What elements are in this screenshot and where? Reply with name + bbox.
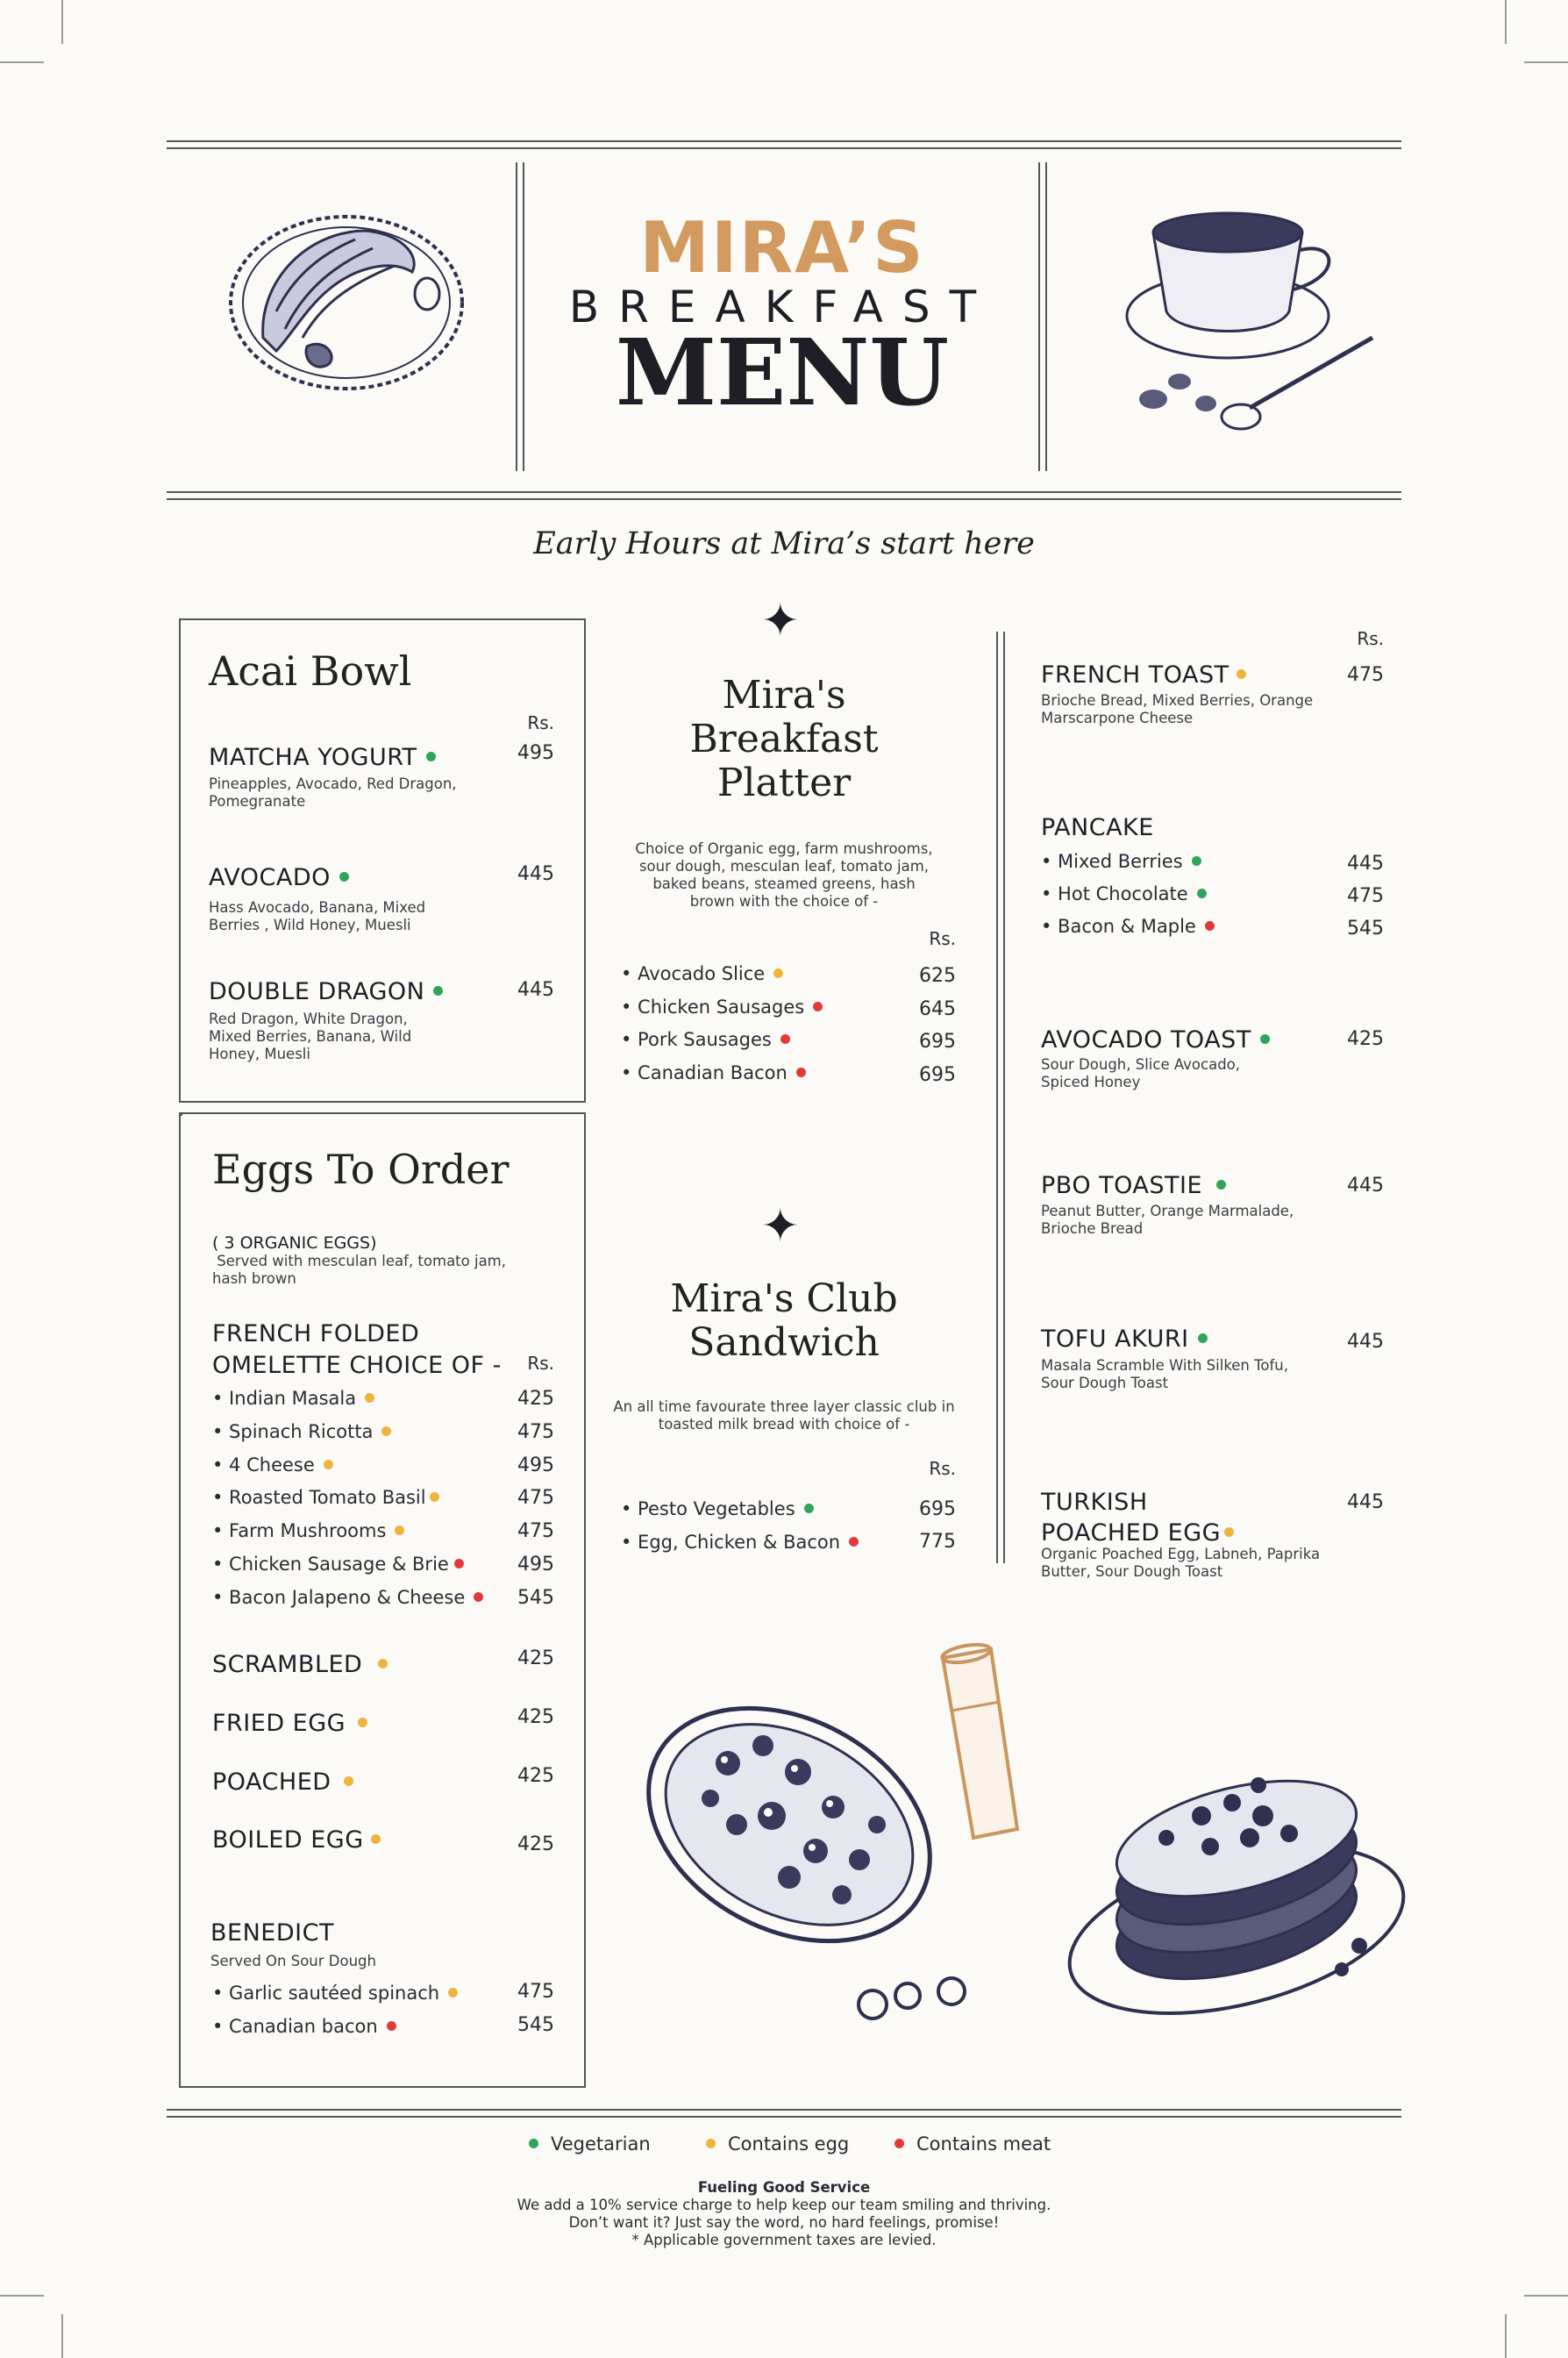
item-price: 445 [517, 979, 554, 1001]
item-price: 695 [919, 1031, 956, 1053]
meat-dot [387, 2021, 396, 2031]
veg-dot [1216, 1180, 1226, 1190]
veg-dot [1192, 856, 1201, 866]
omelette-heading: FRENCH FOLDED OMELETTE CHOICE OF - [212, 1320, 502, 1379]
egg-dot [371, 1834, 381, 1844]
egg-dot [324, 1460, 333, 1469]
item-price: 425 [517, 1833, 554, 1855]
header-divider [1045, 162, 1047, 471]
platter-option: • Avocado Slice [621, 963, 783, 984]
menu-item-turkish-poached-egg: TURKISH POACHED EGG [1041, 1487, 1234, 1548]
currency-label: Rs. [929, 928, 956, 949]
star-ornament: ✦ [761, 595, 800, 647]
item-description: Hass Avocado, Banana, Mixed Berries , Wild Honey, Muesli [209, 899, 426, 933]
header-rule [167, 147, 1401, 149]
menu-item-scrambled: SCRAMBLED [212, 1651, 388, 1678]
item-price: 545 [517, 2014, 554, 2036]
item-price: 445 [1347, 853, 1384, 875]
egg-dot [365, 1393, 374, 1403]
platter-description: Choice of Organic egg, farm mushrooms, sour dough, mesculan leaf, tomato jam, baked beans, steamed greens, hash brown with the choice of - [635, 840, 933, 910]
menu-item-matcha-yogurt: MATCHA YOGURT [209, 744, 436, 771]
item-price: 695 [919, 1064, 956, 1086]
currency-label: Rs. [1357, 628, 1384, 649]
menu-item-avocado: AVOCADO [209, 864, 349, 891]
footer-note: We add a 10% service charge to help keep our team smiling and thriving. Don’t want it? Just say the word, no hard feelings, promise! * Applicable government taxes are levied. [517, 2197, 1051, 2248]
veg-dot [433, 986, 443, 996]
item-price: 475 [517, 1520, 554, 1542]
egg-dot [344, 1776, 353, 1786]
item-price: 425 [517, 1388, 554, 1410]
legend-vegetarian: Vegetarian [529, 2133, 651, 2154]
item-price: 445 [1347, 1175, 1384, 1197]
veg-dot [804, 1504, 814, 1513]
egg-dot [381, 1426, 391, 1436]
meat-dot [454, 1559, 464, 1568]
veg-dot [1260, 1034, 1270, 1044]
item-description: Red Dragon, White Dragon, Mixed Berries, Banana, Wild Honey, Muesli [209, 1011, 412, 1062]
item-price: 495 [517, 1454, 554, 1476]
item-price: 495 [517, 742, 554, 764]
footer-rule [167, 2116, 1401, 2118]
omelette-option: • Bacon Jalapeno & Cheese [212, 1587, 483, 1608]
footer-title: Fueling Good Service [697, 2179, 871, 2196]
meat-dot [796, 1068, 806, 1077]
legend-meat: Contains meat [894, 2133, 1051, 2154]
item-description: Sour Dough, Slice Avocado, Spiced Honey [1041, 1056, 1241, 1090]
omelette-option: • Spinach Ricotta [212, 1421, 391, 1442]
egg-dot [773, 968, 783, 978]
platter-option: • Pork Sausages [621, 1029, 790, 1050]
item-description: Masala Scramble With Silken Tofu, Sour Dough Toast [1041, 1357, 1289, 1391]
coffee-cup-illustration [1118, 206, 1390, 461]
eggs-note-title: ( 3 ORGANIC EGGS) [212, 1233, 377, 1253]
platter-option: • Canadian Bacon [621, 1062, 806, 1083]
veg-dot [1197, 889, 1207, 898]
brand-title: MIRA’S [639, 207, 925, 289]
eggs-title: Eggs To Order [212, 1146, 510, 1193]
header-divider [516, 162, 517, 471]
menu-item-poached: POACHED [212, 1768, 353, 1796]
pancake-option: • Bacon & Maple [1041, 916, 1215, 937]
pancake-option: • Mixed Berries [1041, 851, 1201, 872]
omelette-option: • 4 Cheese [212, 1454, 333, 1476]
veg-dot [529, 2139, 538, 2148]
item-price: 425 [1347, 1028, 1384, 1050]
item-price: 545 [1347, 918, 1384, 940]
tagline: Early Hours at Mira’s start here [533, 526, 1035, 561]
item-price: 425 [517, 1706, 554, 1728]
item-price: 445 [1347, 1331, 1384, 1353]
header-rule [167, 491, 1401, 493]
omelette-option: • Roasted Tomato Basil [212, 1487, 439, 1508]
egg-dot [1224, 1527, 1234, 1537]
meat-dot [780, 1034, 790, 1044]
platter-title: Mira's Breakfast Platter [689, 673, 879, 805]
currency-label: Rs. [527, 712, 554, 733]
meat-dot [474, 1592, 483, 1602]
benedict-option: • Canadian bacon [212, 2016, 396, 2037]
platter-option: • Chicken Sausages [621, 997, 823, 1018]
acai-title: Acai Bowl [209, 647, 412, 695]
item-price: 495 [517, 1554, 554, 1576]
crop-mark [61, 2314, 63, 2358]
column-divider [1003, 632, 1005, 1563]
legend-egg: Contains egg [706, 2133, 849, 2154]
egg-dot [358, 1718, 367, 1727]
menu-item-tofu-akuri: TOFU AKURI [1041, 1325, 1208, 1353]
club-description: An all time favourate three layer classic club in toasted milk bread with choice of - [613, 1398, 955, 1433]
item-price: 695 [919, 1498, 956, 1520]
star-ornament: ✦ [761, 1200, 800, 1253]
crop-mark [1505, 0, 1507, 44]
omelette-option: • Indian Masala [212, 1388, 374, 1409]
crop-mark [0, 61, 44, 63]
breakfast-title: BREAKFAST [568, 282, 996, 332]
omelette-option: • Chicken Sausage & Brie [212, 1554, 464, 1575]
item-price: 475 [1347, 885, 1384, 907]
meat-dot [894, 2139, 904, 2148]
item-description: Brioche Bread, Mixed Berries, Orange Marscarpone Cheese [1041, 692, 1314, 726]
currency-label: Rs. [929, 1458, 956, 1479]
item-price: 475 [517, 1487, 554, 1509]
menu-item-avocado-toast: AVOCADO TOAST [1041, 1026, 1270, 1054]
item-price: 445 [1347, 1491, 1384, 1513]
header-rule [167, 498, 1401, 500]
benedict-heading: BENEDICT [210, 1919, 334, 1947]
item-price: 425 [517, 1765, 554, 1787]
meat-dot [1205, 921, 1215, 931]
egg-dot [706, 2139, 716, 2148]
egg-dot [378, 1659, 388, 1668]
benedict-option: • Garlic sautéed spinach [212, 1983, 458, 2004]
menu-item-fried-egg: FRIED EGG [212, 1710, 367, 1737]
veg-dot [1198, 1333, 1208, 1343]
veg-dot [339, 872, 349, 882]
benedict-note: Served On Sour Dough [210, 1953, 376, 1969]
crop-mark [1524, 2295, 1568, 2297]
item-description: Peanut Butter, Orange Marmalade, Brioche Bread [1041, 1203, 1294, 1237]
meat-dot [813, 1002, 823, 1011]
crop-mark [1505, 2314, 1507, 2358]
crop-mark [1524, 61, 1568, 63]
club-option: • Pesto Vegetables [621, 1498, 814, 1519]
menu-item-double-dragon: DOUBLE DRAGON [209, 978, 443, 1005]
item-description: Organic Poached Egg, Labneh, Paprika Butter, Sour Dough Toast [1041, 1546, 1321, 1580]
column-divider [996, 632, 998, 1563]
currency-label: Rs. [527, 1353, 554, 1374]
item-price: 445 [517, 863, 554, 885]
pancake-heading: PANCAKE [1041, 814, 1154, 841]
item-price: 775 [919, 1531, 956, 1553]
menu-item-french-toast: FRENCH TOAST [1041, 661, 1246, 689]
item-price: 475 [517, 1421, 554, 1443]
header-divider [1038, 162, 1040, 471]
egg-dot [395, 1526, 404, 1535]
item-price: 425 [517, 1647, 554, 1669]
food-illustrations [640, 1640, 1412, 2044]
header-rule [167, 140, 1401, 142]
item-price: 545 [517, 1587, 554, 1609]
item-price: 645 [919, 998, 956, 1020]
croissant-illustration [224, 206, 469, 399]
egg-dot [430, 1492, 439, 1502]
egg-dot [448, 1988, 458, 1997]
menu-item-boiled-egg: BOILED EGG [212, 1826, 381, 1854]
menu-title: MENU [615, 318, 950, 426]
veg-dot [426, 752, 436, 761]
omelette-option: • Farm Mushrooms [212, 1520, 404, 1541]
item-price: 475 [517, 1981, 554, 2003]
item-description: Pineapples, Avocado, Red Dragon, Pomegranate [209, 775, 457, 810]
crop-mark [0, 2295, 44, 2297]
menu-item-pbo-toastie: PBO TOASTIE [1041, 1172, 1226, 1199]
header-divider [523, 162, 524, 471]
item-price: 475 [1347, 664, 1384, 686]
egg-dot [1237, 669, 1246, 679]
club-option: • Egg, Chicken & Bacon [621, 1532, 859, 1553]
eggs-note: Served with mesculan leaf, tomato jam, hash brown [212, 1253, 507, 1287]
club-title: Mira's Club Sandwich [670, 1276, 898, 1365]
item-price: 625 [919, 965, 956, 987]
meat-dot [849, 1537, 859, 1547]
pancake-option: • Hot Chocolate [1041, 883, 1207, 904]
crop-mark [61, 0, 63, 44]
footer-rule [167, 2109, 1401, 2111]
